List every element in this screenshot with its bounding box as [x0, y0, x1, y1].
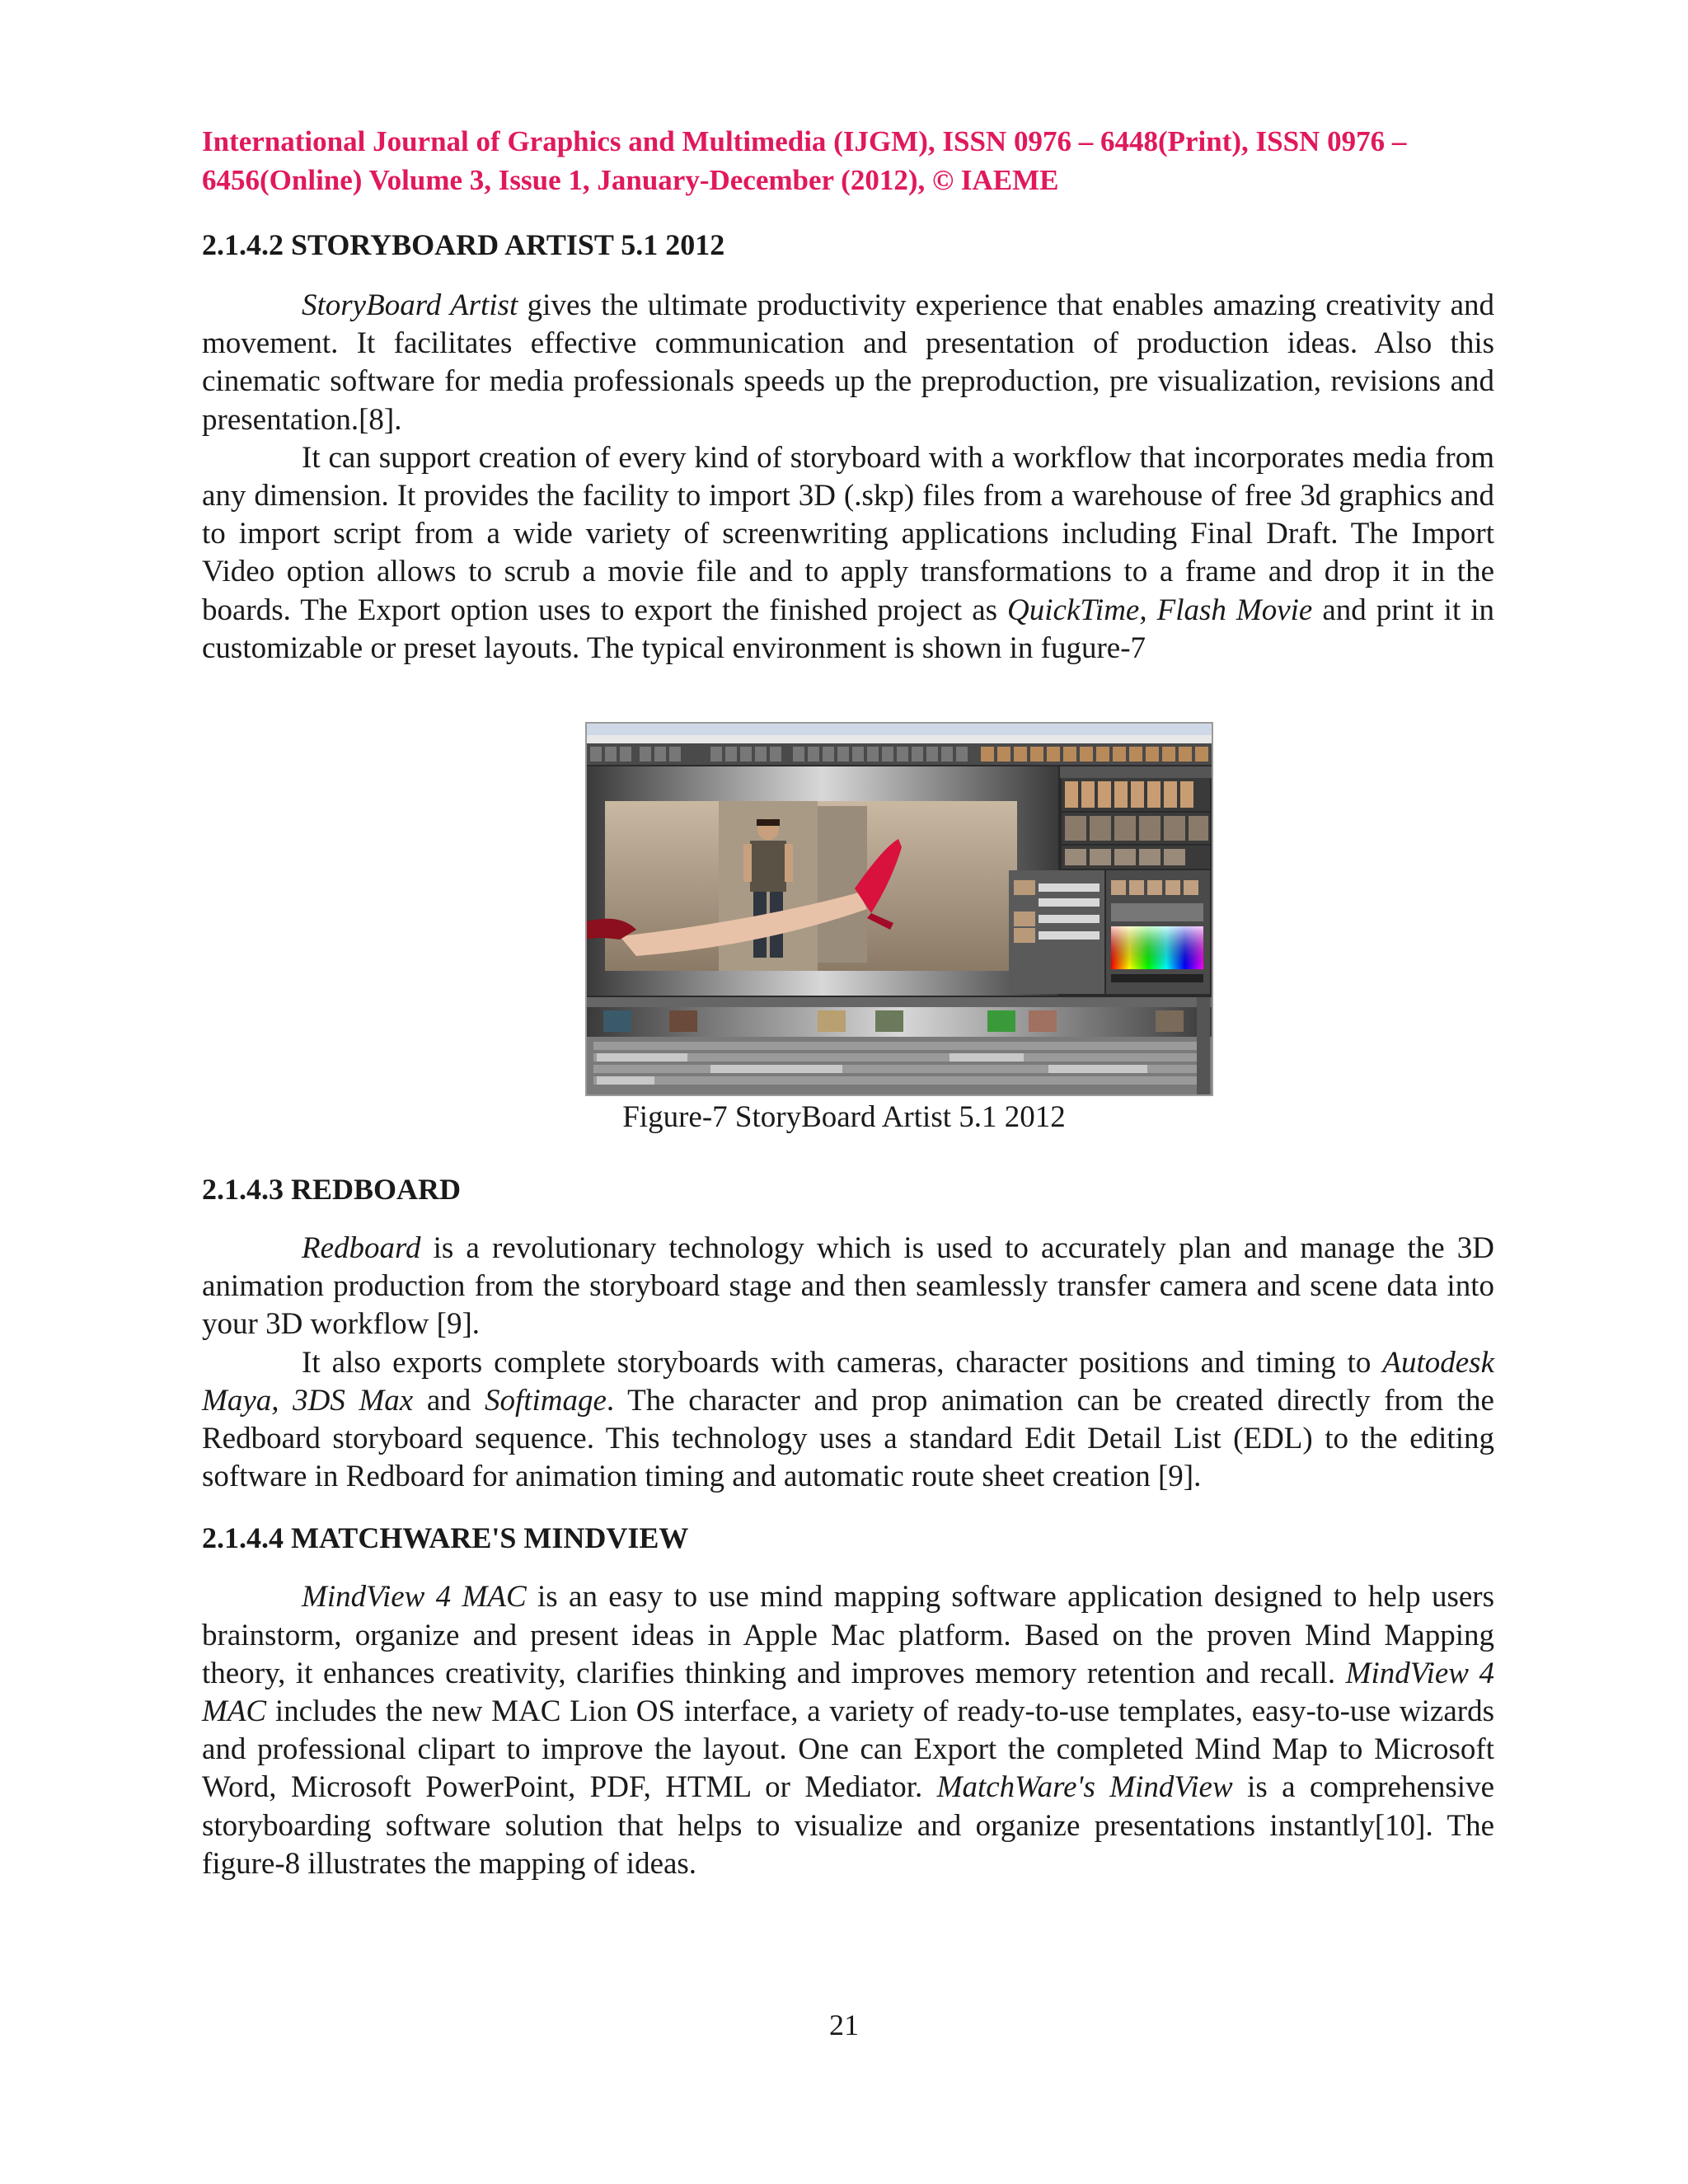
italic-term: StoryBoard Artist	[302, 288, 518, 322]
italic-term: Redboard	[302, 1231, 421, 1265]
paragraph-text: and	[413, 1383, 485, 1418]
section-heading-mindview: 2.1.4.4 MATCHWARE'S MINDVIEW	[202, 1521, 689, 1555]
paper-page-lower	[202, 1170, 1494, 1883]
paragraph-text: It can support creation of every kind of storyboard with a workflow that incorporates media from any dimension. It provides the facility to import 3D (.skp) files from a warehouse of free 3d graphics and to import script from a wide variety of screenwriting applications including Final Draft. The Import Video option allows to scrub a movie file and to apply transformations to a frame and drop it in the boards. The Export option uses to export the finished project as	[202, 440, 1494, 627]
paragraph-redboard-2	[202, 1344, 1494, 1497]
paragraph-storyboard-artist-2	[202, 439, 1494, 668]
paragraph-text: is an easy to use mind mapping software application designed to help users brainstorm, organize and present ideas in Apple Mac platform. Based on the proven Mind Mapping theory, it enhances creativity, clarifies thinking and improves memory retention and recall.	[202, 1580, 1494, 1690]
paper-page	[202, 122, 1494, 668]
paragraph-text: is a revolutionary technology which is used to accurately plan and manage the 3D animation production from the storyboard stage and then seamlessly transfer camera and scene data into your 3D workflow [9].	[202, 1231, 1494, 1342]
section-heading-storyboard-artist: 2.1.4.2 STORYBOARD ARTIST 5.1 2012	[202, 228, 725, 261]
paragraph-text: gives the ultimate productivity experience that enables amazing creativity and movement. It facilitates effective communication and presentation of production ideas. Also this cinematic software for media professionals speeds up the preproduction, pre visualization, revisions and presentation.[8].	[202, 288, 1494, 437]
paragraph-text: . The character and prop animation can be created directly from the Redboard storyboard sequence. This technology uses a standard Edit Detail List (EDL) to the editing software in Redboard for animation timing and automatic route sheet creation [9].	[202, 1383, 1494, 1494]
italic-term: QuickTime, Flash Movie	[1007, 593, 1313, 627]
figure-7-screenshot	[585, 722, 1213, 1096]
italic-term: Autodesk Maya, 3DS Max	[202, 1345, 1494, 1418]
journal-header-line1: International Journal of Graphics and Multimedia (IJGM), ISSN 0976 – 6448(Print), ISSN 0976 –	[202, 125, 1407, 157]
page-number: 21	[829, 2008, 859, 2041]
storyboard-artist-illustration	[587, 724, 1212, 1094]
section-heading-redboard: 2.1.4.3 REDBOARD	[202, 1173, 462, 1206]
italic-term: MindView 4 MAC	[202, 1656, 1494, 1729]
journal-header	[202, 122, 1494, 199]
italic-term: MindView 4 MAC	[302, 1580, 527, 1615]
figure-7-caption: Figure-7 StoryBoard Artist 5.1 2012	[622, 1100, 1066, 1134]
paragraph-text: is a comprehensive storyboarding software solution that helps to visualize and organize presentations instantly[10]. The figure-8 illustrates the mapping of ideas.	[202, 1770, 1494, 1881]
paragraph-text: It also exports complete storyboards with cameras, character positions and timing to	[302, 1345, 1383, 1380]
paragraph-storyboard-artist-1	[202, 287, 1494, 439]
paragraph-text: and print it in customizable or preset layouts. The typical environment is shown in fugure-7	[202, 593, 1495, 665]
paragraph-mindview-1	[202, 1578, 1494, 1883]
italic-term: MatchWare's MindView	[936, 1770, 1233, 1805]
paragraph-redboard-1	[202, 1230, 1494, 1344]
journal-header-line2: 6456(Online) Volume 3, Issue 1, January-December (2012), © IAEME	[202, 164, 1059, 196]
italic-term: Softimage	[484, 1383, 607, 1418]
paragraph-text: includes the new MAC Lion OS interface, a variety of ready-to-use templates, easy-to-use wizards and professional clipart to improve the layout. One can Export the completed Mind Map to Microsoft Word, Microsoft PowerPoint, PDF, HTML or Mediator.	[202, 1694, 1494, 1805]
